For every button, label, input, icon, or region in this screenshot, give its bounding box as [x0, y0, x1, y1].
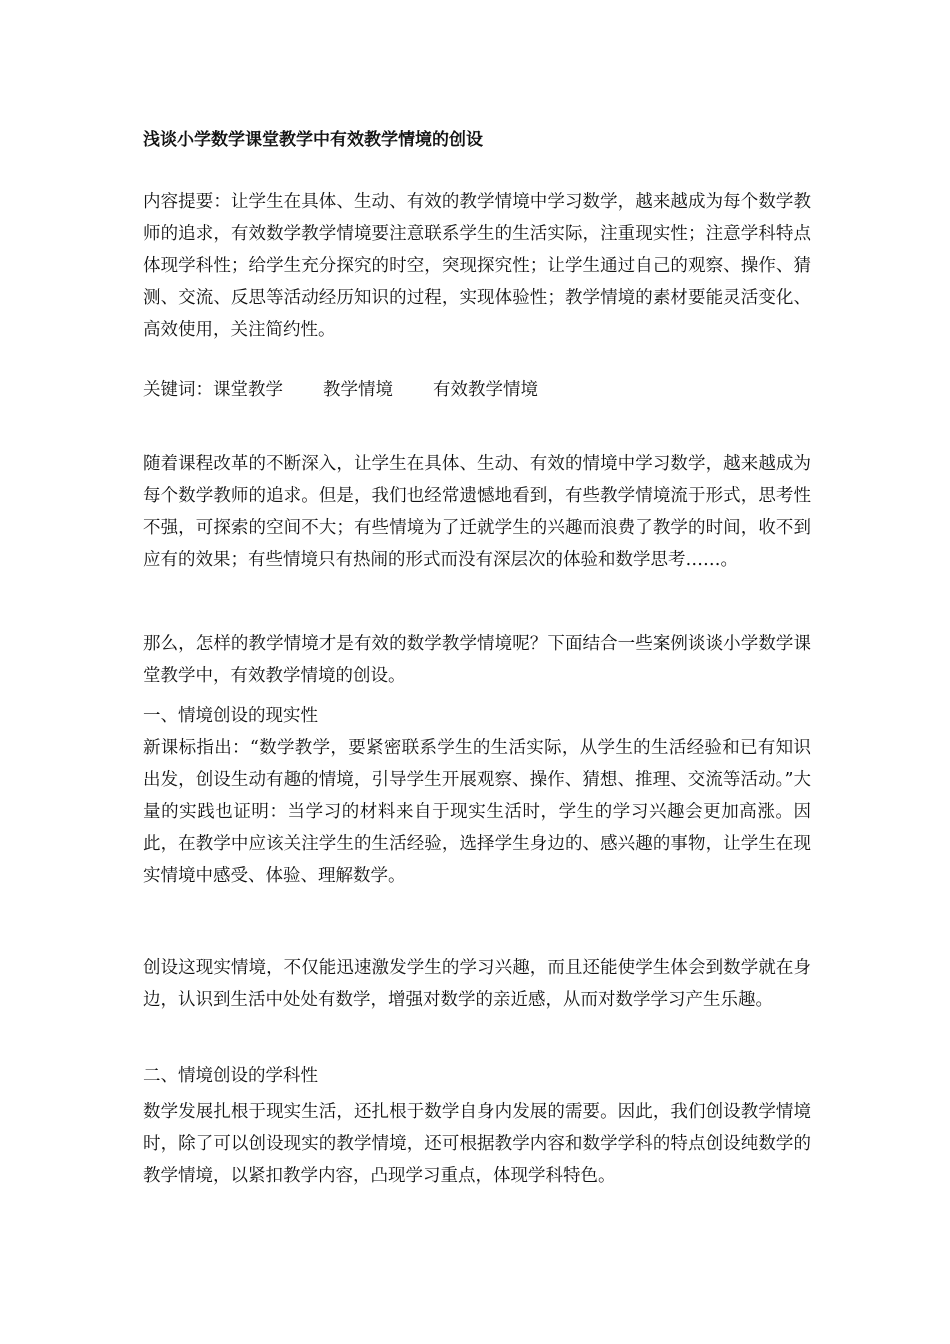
keyword-item: 课堂教学 [213, 380, 283, 400]
section-2-paragraph-1: 数学发展扎根于现实生活，还扎根于数学自身内发展的需要。因此，我们创设教学情境时，除了可以创设现实的教学情境，还可根据教学内容和数学学科的特点创设纯数学的教学情境，以紧扣教学内容，凸现学习重点，体现学科特色。 [143, 1102, 811, 1186]
keyword-item: 教学情境 [323, 380, 393, 400]
keyword-item: 有效教学情境 [433, 380, 538, 400]
document-title: 浅谈小学数学课堂教学中有效教学情境的创设 [143, 130, 483, 150]
section-1-paragraph-2: 创设这现实情境，不仅能迅速激发学生的学习兴趣，而且还能使学生体会到数学就在身边，认识到生活中处处有数学，增强对数学的亲近感，从而对数学学习产生乐趣。 [143, 958, 811, 1010]
section-2-heading: 二、情境创设的学科性 [143, 1066, 318, 1086]
abstract-paragraph: 内容提要：让学生在具体、生动、有效的教学情境中学习数学，越来越成为每个数学教师的追求，有效数学教学情境要注意联系学生的生活实际，注重现实性；注意学科特点体现学科性；给学生充分探究的时空，突现探究性；让学生通过自己的观察、操作、猜测、交流、反思等活动经历知识的过程，实现体验性；教学情境的素材要能灵活变化、高效使用，关注简约性。 [143, 192, 811, 340]
keywords-label: 关键词： [143, 380, 213, 400]
section-1-paragraph-1: 新课标指出：“数学教学，要紧密联系学生的生活实际，从学生的生活经验和已有知识出发，创设生动有趣的情境，引导学生开展观察、操作、猜想、推理、交流等活动。”大量的实践也证明：当学习的材料来自于现实生活时，学生的学习兴趣会更加高涨。因此，在教学中应该关注学生的生活经验，选择学生身边的、感兴趣的事物，让学生在现实情境中感受、体验、理解数学。 [143, 738, 811, 886]
intro-paragraph-2: 那么，怎样的教学情境才是有效的数学教学情境呢？下面结合一些案例谈谈小学数学课堂教学中，有效教学情境的创设。 [143, 634, 811, 686]
section-1-heading: 一、情境创设的现实性 [143, 706, 318, 726]
keywords-line [143, 374, 538, 406]
intro-paragraph-1: 随着课程改革的不断深入，让学生在具体、生动、有效的情境中学习数学，越来越成为每个数学教师的追求。但是，我们也经常遗憾地看到，有些教学情境流于形式，思考性不强，可探索的空间不大；有些情境为了迁就学生的兴趣而浪费了教学的时间，收不到应有的效果；有些情境只有热闹的形式而没有深层次的体验和数学思考……。 [143, 454, 811, 570]
